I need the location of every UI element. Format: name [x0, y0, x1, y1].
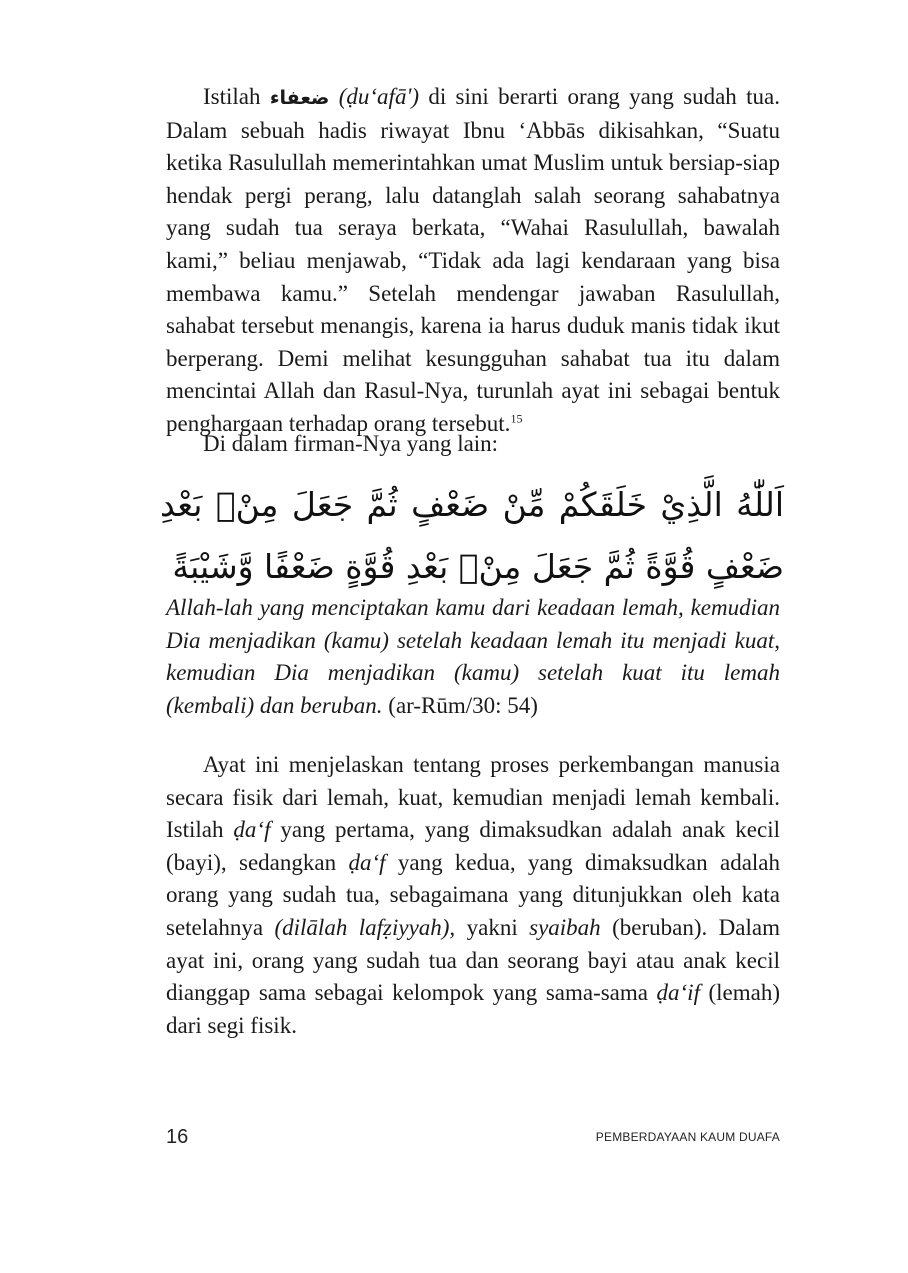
term-dilalah: (dilālah lafẓiyyah),	[274, 914, 456, 940]
transliteration: (ḍu‘afā')	[329, 84, 420, 109]
explanation-part-5: (beruban). Dalam ayat ini, orang yang sudah tua dan seorang bayi atau anak kecil dianggap sama sebagai kelompok yang sama-sama	[166, 914, 780, 1006]
translation-text: Allah-lah yang menciptakan kamu dari keadaan lemah, kemudian Dia menjadikan (kamu) setelah keadaan lemah itu menjadi kuat, kemudian Dia menjadikan (kamu) setelah kuat itu lemah (kembali) dan beruban.	[166, 595, 780, 718]
explanation-part-3: yang kedua, yang dimaksudkan adalah orang yang sudah tua, sebagaimana yang ditunjukkan oleh kata setelahnya	[166, 849, 781, 940]
footnote-reference: 15	[510, 411, 523, 426]
paragraph-body: di sini berarti orang yang sudah tua. Dalam sebuah hadis riwayat Ibnu ‘Abbās dikisahkan, “Suatu ketika Rasulullah memerintahkan umat Muslim untuk bersiap-siap hendak pergi perang, lalu datanglah salah seorang sahabatnya yang sudah tua seraya berkata, “Wahai Rasulullah, bawalah kami,” beliau menjawab, “Tidak ada lagi kendaraan yang bisa membawa kamu.” Setelah mendengar jawaban Rasulullah, sahabat tersebut menangis, karena ia harus duduk manis tidak ikut berperang. Demi melihat kesungguhan sahabat tua itu dalam mencintai Allah dan Rasul-Nya, turunlah ayat ini sebagai bentuk penghargaan terhadap orang tersebut.	[166, 84, 780, 436]
page-number: 16	[166, 1126, 189, 1148]
verse-translation	[166, 592, 780, 722]
term-daif: ḍa‘if	[656, 980, 700, 1006]
quran-verse-arabic: اَللّٰهُ الَّذِيْ خَلَقَكُمْ مِّنْ ضَعْفٍ ثُمَّ جَعَلَ مِنْۢ بَعْدِ ضَعْفٍ قُوَّةً ثُمَّ جَعَلَ مِنْۢ بَعْدِ قُوَّةٍ ضَعْفًا وَّشَيْبَةً	[160, 485, 784, 586]
explanation-part-2: yang pertama, yang dimaksudkan adalah anak kecil (bayi), sedangkan	[166, 817, 780, 875]
running-footer-title: PEMBERDAYAAN KAUM DUAFA	[595, 1130, 780, 1144]
paragraph-intro-verse: Di dalam firman-Nya yang lain:	[203, 431, 499, 456]
paragraph-lead: Istilah	[203, 84, 270, 109]
explanation-part-1: Ayat ini menjelaskan tentang proses perkembangan manusia secara fisik dari lemah, kuat, kemudian menjadi lemah kembali. Istilah	[166, 752, 780, 843]
verse-reference: (ar-Rūm/30: 54)	[388, 692, 538, 718]
term-syaibah: syaibah	[529, 914, 601, 940]
paragraph-hadith	[166, 81, 780, 441]
explanation-part-6: (lemah) dari segi fisik.	[166, 980, 781, 1038]
paragraph-explanation	[166, 749, 780, 1042]
term-daf-1: ḍa‘f	[233, 817, 271, 843]
arabic-term-duafa: ﺿﻌﻔﺎﺀ	[269, 87, 330, 109]
term-daf-2: ḍa‘f	[348, 849, 386, 875]
explanation-part-4: yakni	[455, 914, 530, 940]
